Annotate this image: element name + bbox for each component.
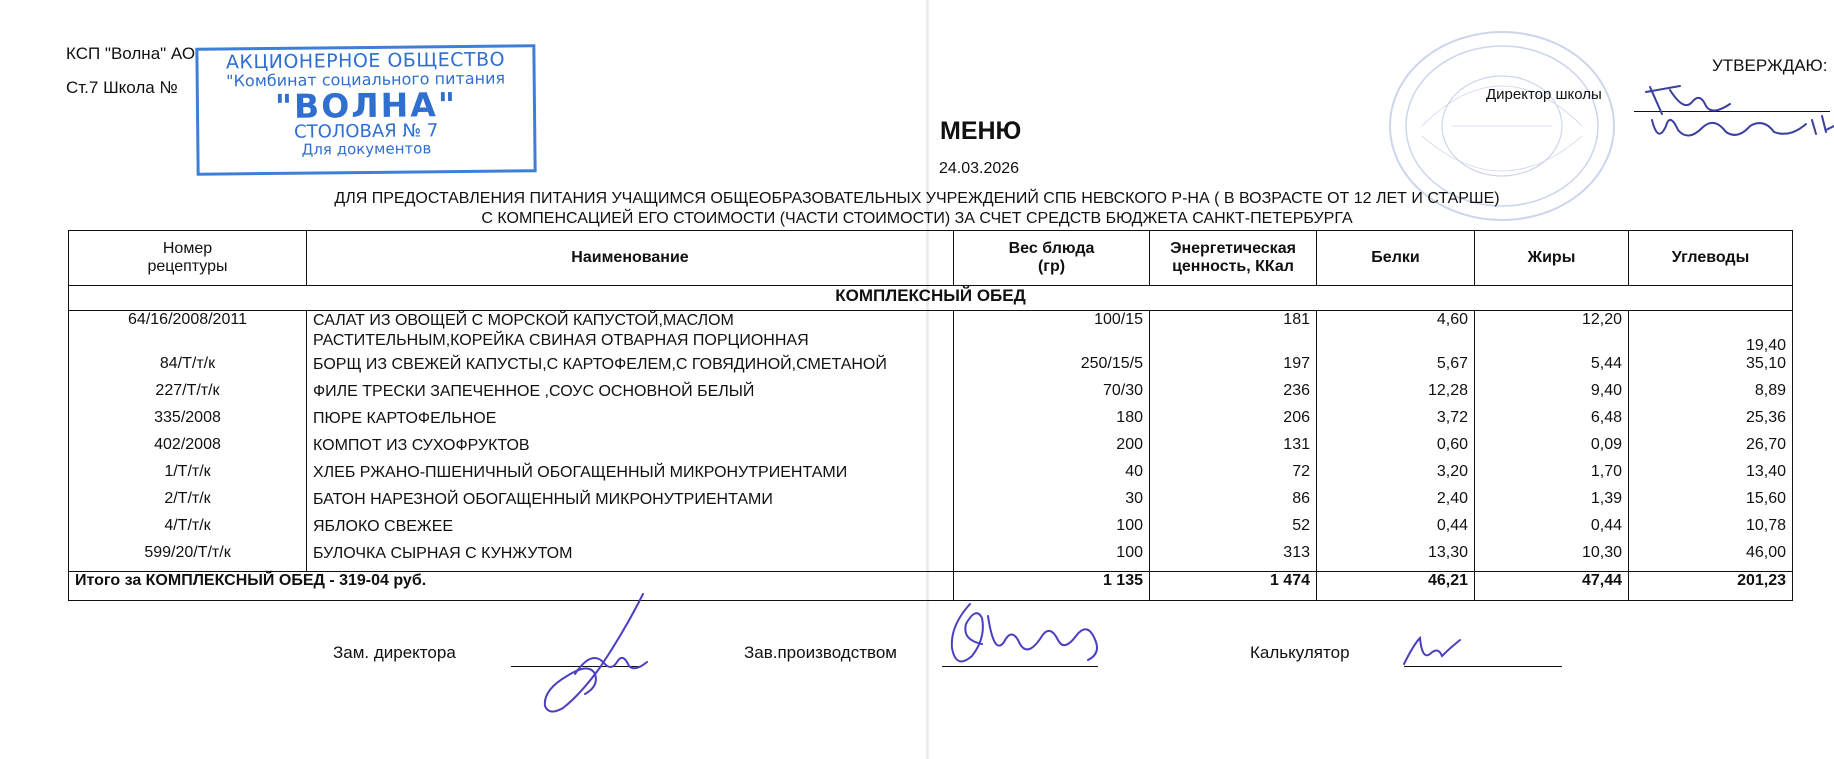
carbs-value: 46,00 xyxy=(1629,544,1793,572)
fat-value: 1,70 xyxy=(1475,463,1629,490)
dish-name: ПЮРЕ КАРТОФЕЛЬНОЕ xyxy=(307,409,954,436)
header-energy xyxy=(1150,231,1317,286)
dish-name: ХЛЕБ РЖАНО-ПШЕНИЧНЫЙ ОБОГАЩЕННЫЙ МИКРОНУТРИЕНТАМИ xyxy=(307,463,954,490)
school-label: Ст.7 Школа № xyxy=(66,78,178,97)
table-row xyxy=(69,409,1793,436)
weight-value: 250/15/5 xyxy=(954,355,1150,382)
table-row xyxy=(69,544,1793,572)
fat-value: 12,20 xyxy=(1475,311,1629,356)
weight-value: 40 xyxy=(954,463,1150,490)
menu-table xyxy=(68,230,1793,601)
protein-value: 12,28 xyxy=(1317,382,1475,409)
table-row xyxy=(69,517,1793,544)
recipe-code: 4/Т/т/к xyxy=(69,517,307,544)
header-fat: Жиры xyxy=(1475,231,1629,286)
section-title: КОМПЛЕКСНЫЙ ОБЕД xyxy=(69,286,1793,311)
fat-value: 1,39 xyxy=(1475,490,1629,517)
fat-value: 9,40 xyxy=(1475,382,1629,409)
table-row xyxy=(69,311,1793,356)
protein-value: 3,72 xyxy=(1317,409,1475,436)
recipe-code: 64/16/2008/2011 xyxy=(69,311,307,356)
total-weight: 1 135 xyxy=(954,572,1150,601)
fat-value: 10,30 xyxy=(1475,544,1629,572)
header-recipe xyxy=(69,231,307,286)
stamp-line: СТОЛОВАЯ № 7 xyxy=(293,120,439,144)
dish-name: БАТОН НАРЕЗНОЙ ОБОГАЩЕННЫЙ МИКРОНУТРИЕНТАМИ xyxy=(307,490,954,517)
energy-value: 236 xyxy=(1150,382,1317,409)
section-row xyxy=(69,286,1793,311)
recipe-code: 402/2008 xyxy=(69,436,307,463)
dish-name: ЯБЛОКО СВЕЖЕЕ xyxy=(307,517,954,544)
carbs-value: 10,78 xyxy=(1629,517,1793,544)
stamp-line: "ВОЛНА" xyxy=(274,84,458,126)
fat-value: 5,44 xyxy=(1475,355,1629,382)
dish-name: КОМПОТ ИЗ СУХОФРУКТОВ xyxy=(307,436,954,463)
table-header-row xyxy=(69,231,1793,286)
carbs-value: 13,40 xyxy=(1629,463,1793,490)
production-signature-icon xyxy=(942,596,1112,676)
weight-value: 100 xyxy=(954,517,1150,544)
recipe-code: 84/Т/т/к xyxy=(69,355,307,382)
organization-name: КСП "Волна" АО xyxy=(66,44,196,63)
energy-value: 206 xyxy=(1150,409,1317,436)
stamp-line: АКЦИОНЕРНОЕ ОБЩЕСТВО xyxy=(225,48,506,74)
dish-name-line: САЛАТ ИЗ ОВОЩЕЙ С МОРСКОЙ КАПУСТОЙ,МАСЛОМ xyxy=(313,312,734,329)
dish-name: ФИЛЕ ТРЕСКИ ЗАПЕЧЕННОЕ ,СОУС ОСНОВНОЙ БЕЛЫЙ xyxy=(307,382,954,409)
table-row xyxy=(69,436,1793,463)
table-row xyxy=(69,463,1793,490)
weight-value: 70/30 xyxy=(954,382,1150,409)
header-weight xyxy=(954,231,1150,286)
recipe-code: 227/Т/т/к xyxy=(69,382,307,409)
carbs-value: 35,10 xyxy=(1629,355,1793,382)
recipe-code: 599/20/Т/т/к xyxy=(69,544,307,572)
dish-name: БУЛОЧКА СЫРНАЯ С КУНЖУТОМ xyxy=(307,544,954,572)
weight-value: 30 xyxy=(954,490,1150,517)
header-text: Номер xyxy=(162,240,213,257)
energy-value: 197 xyxy=(1150,355,1317,382)
stamp-line: Для документов xyxy=(301,139,432,159)
energy-value: 313 xyxy=(1150,544,1317,572)
total-energy: 1 474 xyxy=(1150,572,1317,601)
director-label: Директор школы xyxy=(1486,86,1602,103)
energy-value: 72 xyxy=(1150,463,1317,490)
carbs-value: 15,60 xyxy=(1629,490,1793,517)
menu-date: 24.03.2026 xyxy=(939,160,1020,177)
protein-value: 3,20 xyxy=(1317,463,1475,490)
deputy-signature-icon xyxy=(505,590,655,720)
header-protein: Белки xyxy=(1317,231,1475,286)
table-row xyxy=(69,490,1793,517)
company-stamp xyxy=(195,44,536,176)
director-signature-icon xyxy=(1640,82,1834,152)
total-row xyxy=(69,572,1793,601)
dish-name: БОРЩ ИЗ СВЕЖЕЙ КАПУСТЫ,С КАРТОФЕЛЕМ,С ГОВЯДИНОЙ,СМЕТАНОЙ xyxy=(307,355,954,382)
total-label: Итого за КОМПЛЕКСНЫЙ ОБЕД - 319-04 руб. xyxy=(69,572,954,601)
protein-value: 2,40 xyxy=(1317,490,1475,517)
stamp-line: "Комбинат социального питания xyxy=(226,68,506,91)
total-carbs: 201,23 xyxy=(1629,572,1793,601)
protein-value: 4,60 xyxy=(1317,311,1475,356)
protein-value: 13,30 xyxy=(1317,544,1475,572)
header-text: рецептуры xyxy=(147,258,228,275)
header-text: ценность, ККал xyxy=(1172,258,1294,275)
header-text: (гр) xyxy=(1037,258,1066,275)
deputy-director-label: Зам. директора xyxy=(333,643,456,662)
calculator-label: Калькулятор xyxy=(1250,643,1350,662)
total-protein: 46,21 xyxy=(1317,572,1475,601)
dish-name-line: РАСТИТЕЛЬНЫМ,КОРЕЙКА СВИНАЯ ОТВАРНАЯ ПОРЦИОННАЯ xyxy=(313,332,809,349)
subtitle-line: С КОМПЕНСАЦИЕЙ ЕГО СТОИМОСТИ (ЧАСТИ СТОИМОСТИ) ЗА СЧЕТ СРЕДСТВ БЮДЖЕТА САНКТ-ПЕТЕРБУРГА xyxy=(481,210,1353,227)
carbs-value: 26,70 xyxy=(1629,436,1793,463)
table-row xyxy=(69,382,1793,409)
weight-value: 180 xyxy=(954,409,1150,436)
protein-value: 5,67 xyxy=(1317,355,1475,382)
fat-value: 6,48 xyxy=(1475,409,1629,436)
recipe-code: 335/2008 xyxy=(69,409,307,436)
fat-value: 0,09 xyxy=(1475,436,1629,463)
page-title: МЕНЮ xyxy=(940,117,1022,145)
recipe-code: 1/Т/т/к xyxy=(69,463,307,490)
dish-name xyxy=(307,311,954,356)
recipe-code: 2/Т/т/к xyxy=(69,490,307,517)
protein-value: 0,44 xyxy=(1317,517,1475,544)
subtitle-line: ДЛЯ ПРЕДОСТАВЛЕНИЯ ПИТАНИЯ УЧАЩИМСЯ ОБЩЕОБРАЗОВАТЕЛЬНЫХ УЧРЕЖДЕНИЙ СПБ НЕВСКОГО Р-НА ( В ВОЗРАСТЕ ОТ 12 ЛЕТ И СТАРШЕ) xyxy=(334,190,1500,207)
energy-value: 181 xyxy=(1150,311,1317,356)
production-manager-label: Зав.производством xyxy=(744,643,897,662)
carbs-value: 19,40 xyxy=(1629,311,1793,356)
weight-value: 100/15 xyxy=(954,311,1150,356)
calculator-signature-icon xyxy=(1400,630,1470,670)
weight-value: 200 xyxy=(954,436,1150,463)
energy-value: 52 xyxy=(1150,517,1317,544)
total-fat: 47,44 xyxy=(1475,572,1629,601)
carbs-value: 8,89 xyxy=(1629,382,1793,409)
approve-label: УТВЕРЖДАЮ: xyxy=(1712,56,1828,75)
energy-value: 131 xyxy=(1150,436,1317,463)
energy-value: 86 xyxy=(1150,490,1317,517)
table-row xyxy=(69,355,1793,382)
header-carbs: Углеводы xyxy=(1629,231,1793,286)
header-name: Наименование xyxy=(307,231,954,286)
weight-value: 100 xyxy=(954,544,1150,572)
carbs-value: 25,36 xyxy=(1629,409,1793,436)
header-text: Энергетическая xyxy=(1170,240,1296,257)
protein-value: 0,60 xyxy=(1317,436,1475,463)
fat-value: 0,44 xyxy=(1475,517,1629,544)
header-text: Вес блюда xyxy=(1008,240,1095,257)
